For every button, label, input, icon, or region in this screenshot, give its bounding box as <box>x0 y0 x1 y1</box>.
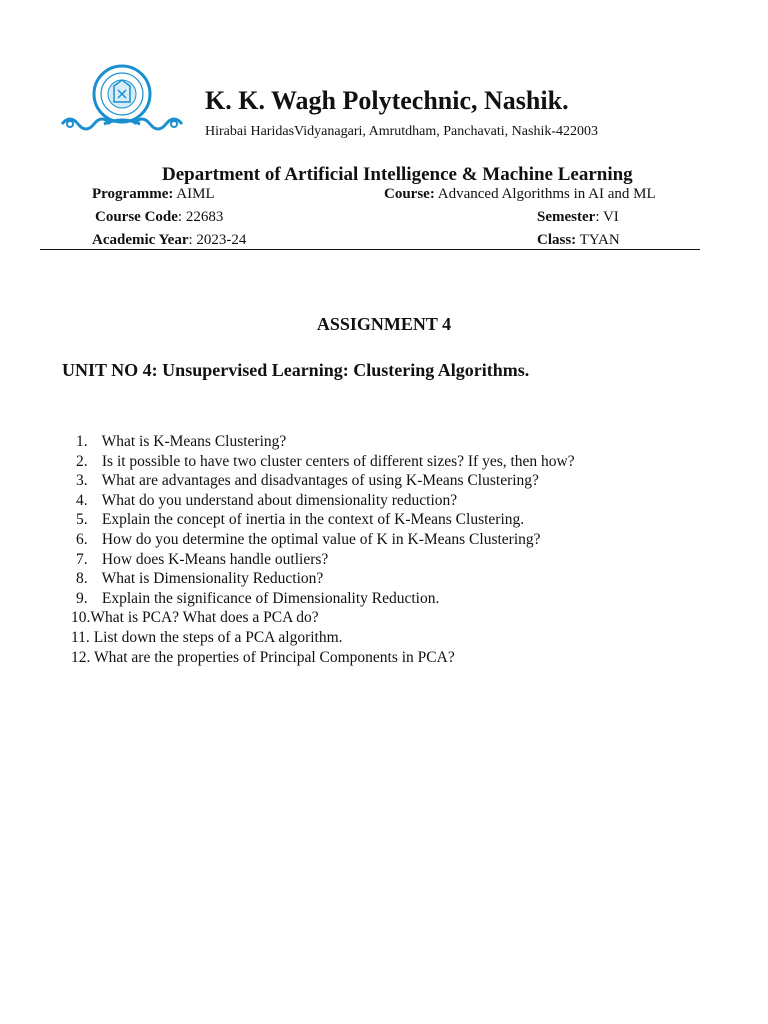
unit-title: UNIT NO 4: Unsupervised Learning: Clustering Algorithms. <box>62 360 530 380</box>
semester-label: Semester <box>537 209 596 225</box>
list-item <box>76 491 575 511</box>
question-text: What are the properties of Principal Components in PCA? <box>93 648 455 666</box>
class-value: TYAN <box>579 232 620 248</box>
question-text: What is PCA? What does a PCA do? <box>90 609 319 627</box>
list-item <box>71 608 575 628</box>
course-code-field <box>95 209 223 226</box>
question-text: Explain the concept of inertia in the context of K-Means Clustering. <box>101 511 525 529</box>
list-item <box>76 510 575 530</box>
academic-year-label: Academic Year <box>92 232 189 248</box>
question-number: 12. <box>71 648 91 666</box>
question-text: What is Dimensionality Reduction? <box>101 570 324 588</box>
list-item <box>76 530 575 550</box>
question-text: Explain the significance of Dimensionality Reduction. <box>101 589 440 607</box>
question-number: 2. <box>76 452 88 470</box>
course-code-label: Course Code <box>95 209 178 225</box>
list-item <box>71 648 575 668</box>
question-number: 8. <box>76 570 88 588</box>
question-number: 7. <box>76 550 88 568</box>
list-item <box>76 569 575 589</box>
question-number: 6. <box>76 530 88 548</box>
question-text: How do you determine the optimal value of K in K-Means Clustering? <box>101 530 541 548</box>
question-number: 10. <box>71 609 91 627</box>
course-label: Course: <box>384 186 435 202</box>
list-item <box>76 471 575 491</box>
semester-value: : VI <box>595 209 619 225</box>
question-number: 5. <box>76 511 88 529</box>
question-number: 9. <box>76 589 88 607</box>
question-number: 1. <box>76 433 88 450</box>
semester-field <box>537 209 619 226</box>
question-text: What do you understand about dimensionality reduction? <box>101 491 458 509</box>
list-item <box>76 550 575 570</box>
header-divider <box>40 249 700 250</box>
institute-seal-logo <box>58 64 186 136</box>
class-label: Class: <box>537 232 577 248</box>
list-item <box>71 628 575 648</box>
academic-year-field <box>92 232 246 249</box>
list-item <box>76 432 575 452</box>
list-item <box>76 589 575 609</box>
class-field <box>537 232 620 249</box>
question-number: 3. <box>76 472 88 490</box>
assignment-title: ASSIGNMENT 4 <box>316 314 452 334</box>
course-field <box>384 186 656 203</box>
question-text: How does K-Means handle outliers? <box>101 550 329 568</box>
academic-year-value: : 2023-24 <box>188 232 247 248</box>
institute-name: K. K. Wagh Polytechnic, Nashik. <box>205 86 569 115</box>
question-text: List down the steps of a PCA algorithm. <box>93 628 343 646</box>
course-value: Advanced Algorithms in AI and ML <box>437 186 656 202</box>
course-code-value: : 22683 <box>177 209 224 225</box>
list-item <box>76 452 575 472</box>
question-number: 4. <box>76 491 88 509</box>
question-text: What are advantages and disadvantages of using K-Means Clustering? <box>101 472 539 490</box>
programme-value: AIML <box>176 186 215 202</box>
question-text: What is K-Means Clustering? <box>101 433 287 450</box>
question-number: 11. <box>71 628 90 646</box>
question-text: Is it possible to have two cluster centers of different sizes? If yes, then how? <box>101 452 575 470</box>
programme-field <box>92 186 215 203</box>
programme-label: Programme: <box>92 186 174 202</box>
question-list <box>71 432 575 667</box>
institute-address: Hirabai HaridasVidyanagari, Amrutdham, Panchavati, Nashik-422003 <box>205 124 598 139</box>
department-title: Department of Artificial Intelligence & Machine Learning <box>162 164 633 185</box>
